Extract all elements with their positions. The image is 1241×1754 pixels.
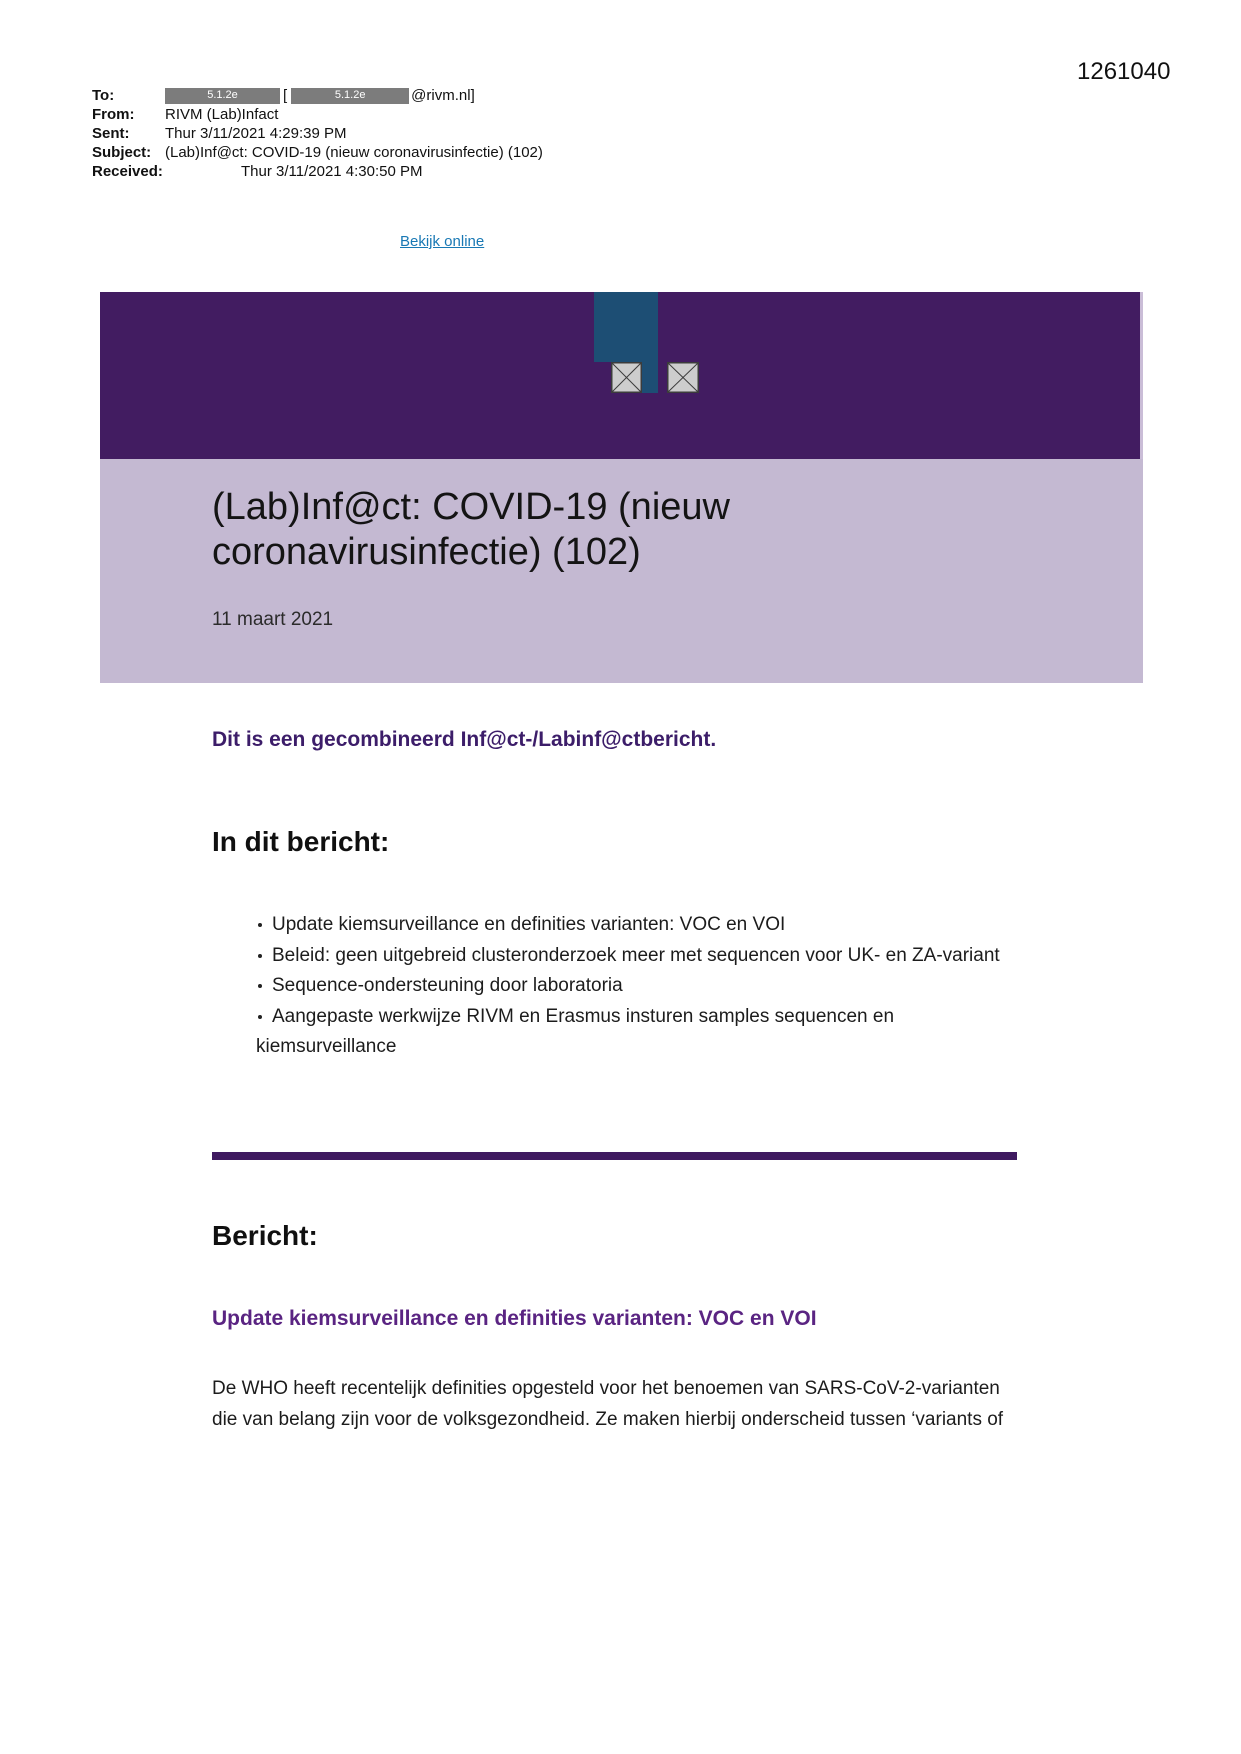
bullet-icon — [258, 923, 262, 927]
to-value — [165, 86, 475, 105]
received-value: Thur 3/11/2021 4:30:50 PM — [241, 163, 423, 180]
email-sent-row — [92, 124, 543, 143]
bullet-icon — [258, 984, 262, 988]
subject-value: (Lab)Inf@ct: COVID-19 (nieuw coronavirusinfectie) (102) — [165, 144, 543, 161]
newsletter-date: 11 maart 2021 — [212, 609, 334, 630]
image-placeholder-block — [594, 292, 658, 362]
email-received-row — [92, 162, 543, 181]
newsletter-title — [212, 485, 1143, 575]
newsletter-title-line1: (Lab)Inf@ct: COVID-19 (nieuw — [212, 486, 730, 528]
redaction-box: 5.1.2e — [291, 88, 409, 104]
toc-item-wrap-text: kiemsurveillance — [256, 1036, 397, 1058]
toc-item-text: Update kiemsurveillance en definities varianten: VOC en VOI — [272, 914, 786, 936]
to-domain: @rivm.nl] — [411, 87, 475, 104]
subject-label: Subject: — [92, 144, 152, 161]
section-divider — [212, 1152, 1017, 1160]
from-label: From: — [92, 106, 135, 123]
toc-item — [212, 971, 1022, 1002]
toc-item-text: Sequence-ondersteuning door laboratoria — [272, 975, 623, 997]
body-paragraph — [212, 1374, 1022, 1435]
newsletter-title-line2: coronavirusinfectie) (102) — [212, 531, 641, 573]
bullet-icon — [258, 954, 262, 958]
to-label: To: — [92, 87, 115, 104]
view-online-link[interactable]: Bekijk online — [400, 233, 485, 250]
toc-item — [212, 1002, 1022, 1033]
redaction-box: 5.1.2e — [165, 88, 280, 104]
toc-heading: In dit bericht: — [212, 826, 390, 857]
received-label: Received: — [92, 163, 163, 180]
toc-list — [212, 910, 1022, 1063]
email-subject-row — [92, 143, 543, 162]
document-number: 1261040 — [1077, 58, 1171, 85]
body-paragraph-line1: De WHO heeft recentelijk definities opgesteld voor het benoemen van SARS-CoV-2-varianten — [212, 1378, 1000, 1399]
bullet-icon — [258, 1015, 262, 1019]
broken-image-icon — [611, 362, 642, 393]
newsletter-banner — [100, 292, 1143, 683]
toc-item — [212, 910, 1022, 941]
message-heading: Bericht: — [212, 1220, 318, 1251]
to-bracket: [ — [283, 87, 288, 104]
toc-item — [212, 941, 1022, 972]
broken-image-icon — [667, 362, 699, 393]
from-value: RIVM (Lab)Infact — [165, 106, 279, 123]
banner-header-strip — [100, 292, 1143, 459]
image-placeholder-block-tail — [642, 362, 658, 393]
banner-title-strip — [100, 459, 1143, 683]
sent-label: Sent: — [92, 125, 130, 142]
email-to-row — [92, 86, 543, 105]
email-from-row — [92, 105, 543, 124]
intro-statement: Dit is een gecombineerd Inf@ct-/Labinf@ctbericht. — [212, 728, 717, 751]
toc-item-text: Beleid: geen uitgebreid clusteronderzoek meer met sequencen voor UK- en ZA-variant — [272, 944, 1000, 966]
body-paragraph-line2: die van belang zijn voor de volksgezondheid. Ze maken hierbij onderscheid tussen ‘variants of — [212, 1408, 1004, 1430]
toc-item-text: Aangepaste werkwijze RIVM en Erasmus insturen samples sequencen en — [272, 1006, 895, 1028]
sent-value: Thur 3/11/2021 4:29:39 PM — [165, 125, 347, 142]
email-header-block — [92, 86, 543, 181]
section-heading: Update kiemsurveillance en definities varianten: VOC en VOI — [212, 1307, 817, 1330]
